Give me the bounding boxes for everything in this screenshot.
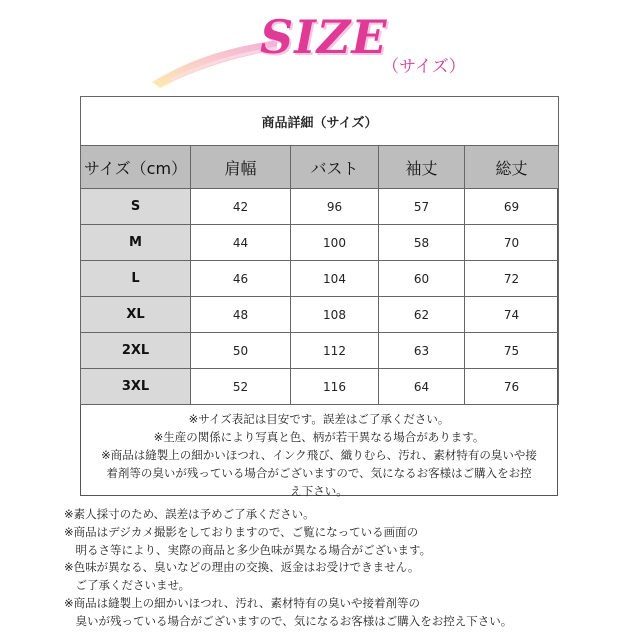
table-notes — [80, 410, 558, 500]
footer-note-line: ※素人採寸のため、誤差は予めご了承ください。 — [64, 507, 315, 521]
size-label: M — [81, 225, 191, 261]
table-row — [81, 225, 559, 261]
footer-notes — [64, 506, 624, 631]
column-header-bust: バスト — [291, 146, 379, 189]
table-header-row — [81, 146, 559, 189]
column-header-sleeve: 袖丈 — [379, 146, 465, 189]
table-note-line: ※生産の関係により写真と色、柄が若干異なる場合があります。 — [153, 430, 485, 444]
size-title: SIZE — [260, 10, 388, 64]
bust-value: 108 — [291, 297, 379, 333]
sleeve-value: 57 — [379, 189, 465, 225]
shoulder-value: 52 — [191, 369, 291, 405]
size-label: 2XL — [81, 333, 191, 369]
header — [0, 0, 640, 96]
length-value: 72 — [465, 261, 559, 297]
column-header-shoulder: 肩幅 — [191, 146, 291, 189]
length-value: 76 — [465, 369, 559, 405]
size-table — [80, 96, 559, 405]
bust-value: 112 — [291, 333, 379, 369]
table-row — [81, 333, 559, 369]
length-value: 70 — [465, 225, 559, 261]
table-row — [81, 369, 559, 405]
table-note-line: 着剤等の臭いが残っている場合がございますので、気になるお客様はご購入をお控 — [106, 466, 532, 480]
size-subtitle: （サイズ） — [382, 57, 466, 77]
table-note-line: え下さい。 — [290, 484, 348, 498]
shoulder-value: 50 — [191, 333, 291, 369]
sleeve-value: 60 — [379, 261, 465, 297]
sleeve-value: 58 — [379, 225, 465, 261]
footer-note-line: 明るさ等により、実際の商品と多少色味が異なる場合がございます。 — [64, 542, 432, 557]
sleeve-value: 62 — [379, 297, 465, 333]
shoulder-value: 42 — [191, 189, 291, 225]
footer-note-line: ※商品はデジカメ撮影をしておりますので、ご覧になっている画面の — [64, 524, 419, 539]
footer-note-line: ※商品は縫製上の細かいほつれ、汚れ、素材特有の臭いや接着剤等の — [64, 595, 421, 610]
column-header-size: サイズ（cm） — [81, 146, 191, 189]
column-header-length: 総丈 — [465, 146, 559, 189]
bust-value: 104 — [291, 261, 379, 297]
footer-note-line: ご了承くださいませ。 — [64, 578, 191, 593]
shoulder-value: 44 — [191, 225, 291, 261]
footer-note-line: ※色味が異なる、臭いなどの理由の交換、返金はお受けできません。 — [64, 560, 420, 575]
sleeve-value: 63 — [379, 333, 465, 369]
bust-value: 96 — [291, 189, 379, 225]
length-value: 69 — [465, 189, 559, 225]
sleeve-value: 64 — [379, 369, 465, 405]
size-label: L — [81, 261, 191, 297]
length-value: 74 — [465, 297, 559, 333]
bust-value: 116 — [291, 369, 379, 405]
bust-value: 100 — [291, 225, 379, 261]
table-row — [81, 261, 559, 297]
table-row — [81, 189, 559, 225]
table-caption: 商品詳細（サイズ） — [81, 97, 559, 146]
footer-note-line: 臭いが残っている場合がございますので、気になるお客様はご購入をお控え下さい。 — [64, 613, 513, 628]
shoulder-value: 48 — [191, 297, 291, 333]
size-label: 3XL — [81, 369, 191, 405]
table-note-line: ※サイズ表記は目安です。誤差はご了承ください。 — [188, 412, 450, 426]
table-note-line: ※商品は縫製上の細かいほつれ、インク飛び、織りむら、汚れ、素材特有の臭いや接 — [101, 448, 537, 462]
table-row — [81, 297, 559, 333]
size-label: XL — [81, 297, 191, 333]
size-label: S — [81, 189, 191, 225]
shoulder-value: 46 — [191, 261, 291, 297]
length-value: 75 — [465, 333, 559, 369]
